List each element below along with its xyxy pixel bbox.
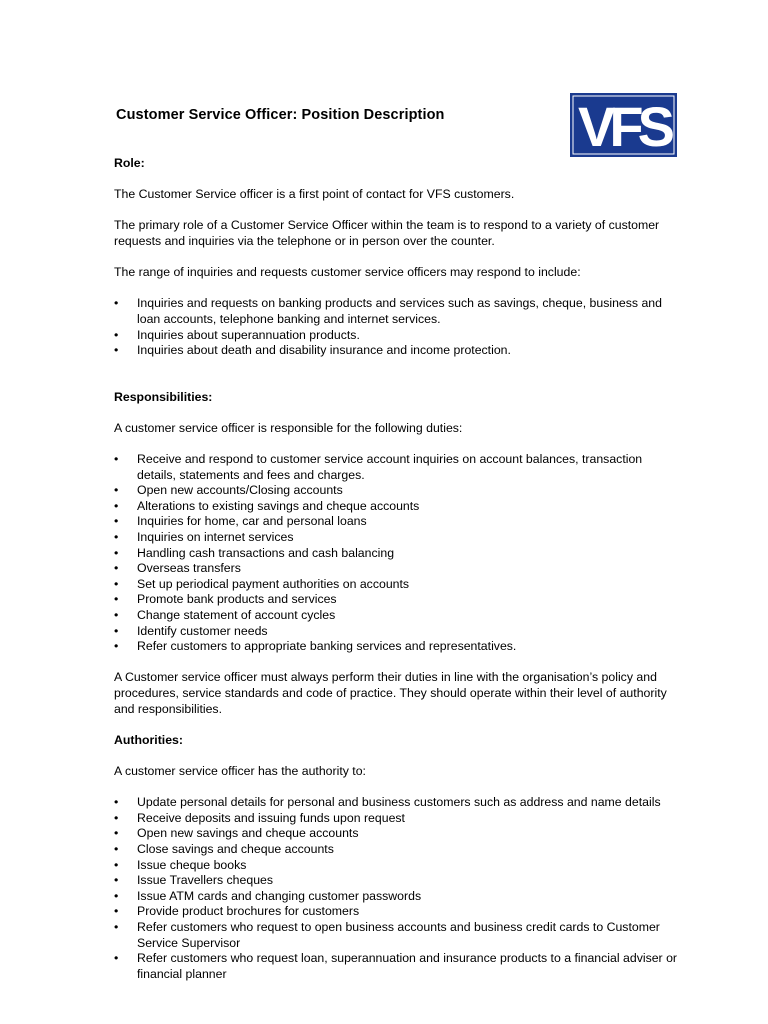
- list-item-text: Receive and respond to customer service account inquiries on account balances, transaction details, statements and fees and charges.: [137, 452, 643, 482]
- bullet-icon: •: [114, 888, 119, 903]
- list-item: [114, 639, 684, 655]
- list-item: [114, 608, 684, 624]
- list-item: [114, 483, 684, 499]
- list-item-text: Identify customer needs: [137, 623, 268, 638]
- bullet-icon: •: [114, 639, 119, 654]
- list-item: [114, 577, 684, 593]
- bullet-icon: •: [114, 951, 119, 966]
- list-item: [114, 904, 684, 920]
- list-item-text: Inquiries and requests on banking products and services such as savings, cheque, business and loan accounts, telephone banking and internet services.: [137, 296, 662, 326]
- list-item-text: Receive deposits and issuing funds upon request: [137, 810, 405, 825]
- list-item: [114, 343, 684, 359]
- list-item: [114, 873, 684, 889]
- bullet-icon: •: [114, 592, 119, 607]
- list-item: [114, 499, 684, 515]
- list-item: [114, 811, 684, 827]
- list-item-text: Overseas transfers: [137, 561, 241, 576]
- list-item-text: Open new savings and cheque accounts: [137, 826, 359, 841]
- list-item-text: Inquiries about death and disability insurance and income protection.: [137, 343, 511, 358]
- responsibilities-list: [114, 452, 684, 655]
- vfs-logo-text: VFS: [578, 95, 669, 157]
- list-item-text: Handling cash transactions and cash balancing: [137, 545, 395, 560]
- bullet-icon: •: [114, 795, 119, 810]
- list-item: [114, 842, 684, 858]
- role-paragraph-3: The range of inquiries and requests customer service officers may respond to include:: [114, 265, 581, 280]
- list-item-text: Alterations to existing savings and cheque accounts: [137, 498, 420, 513]
- document-body: [114, 156, 684, 982]
- list-item-text: Issue Travellers cheques: [137, 873, 274, 888]
- list-item-text: Refer customers to appropriate banking services and representatives.: [137, 639, 517, 654]
- page-title: Customer Service Officer: Position Description: [116, 107, 445, 123]
- role-list: [114, 296, 684, 358]
- list-item-text: Open new accounts/Closing accounts: [137, 483, 343, 498]
- list-item: [114, 592, 684, 608]
- bullet-icon: •: [114, 296, 119, 311]
- list-item-text: Provide product brochures for customers: [137, 904, 360, 919]
- list-item-text: Change statement of account cycles: [137, 608, 336, 623]
- list-item-text: Inquiries about superannuation products.: [137, 327, 360, 342]
- bullet-icon: •: [114, 576, 119, 591]
- list-item: [114, 546, 684, 562]
- bullet-icon: •: [114, 919, 119, 934]
- bullet-icon: •: [114, 841, 119, 856]
- list-item-text: Inquiries on internet services: [137, 530, 294, 545]
- list-item-text: Issue ATM cards and changing customer passwords: [137, 888, 422, 903]
- vfs-logo-graphic: [570, 93, 677, 157]
- list-item-text: Close savings and cheque accounts: [137, 841, 334, 856]
- bullet-icon: •: [114, 561, 119, 576]
- list-item: [114, 296, 684, 327]
- bullet-icon: •: [114, 904, 119, 919]
- list-item: [114, 858, 684, 874]
- list-item: [114, 530, 684, 546]
- bullet-icon: •: [114, 873, 119, 888]
- role-heading: Role:: [114, 156, 145, 170]
- bullet-icon: •: [114, 530, 119, 545]
- authorities-intro: A customer service officer has the authority to:: [114, 763, 366, 778]
- list-item: [114, 452, 684, 483]
- list-item: [114, 514, 684, 530]
- list-item: [114, 624, 684, 640]
- list-item-text: Set up periodical payment authorities on accounts: [137, 576, 410, 591]
- authorities-list: [114, 795, 684, 982]
- list-item-text: Inquiries for home, car and personal loans: [137, 514, 367, 529]
- list-item-text: Refer customers who request loan, superannuation and insurance products to a financial adviser or financial planner: [137, 951, 678, 981]
- bullet-icon: •: [114, 623, 119, 638]
- bullet-icon: •: [114, 608, 119, 623]
- list-item-text: Issue cheque books: [137, 857, 247, 872]
- list-item: [114, 920, 684, 951]
- authorities-heading: Authorities:: [114, 732, 183, 747]
- bullet-icon: •: [114, 452, 119, 467]
- list-item: [114, 795, 684, 811]
- role-paragraph-1: The Customer Service officer is a first point of contact for VFS customers.: [114, 187, 515, 202]
- list-item-text: Promote bank products and services: [137, 592, 337, 607]
- vfs-logo: [570, 93, 677, 157]
- bullet-icon: •: [114, 810, 119, 825]
- bullet-icon: •: [114, 514, 119, 529]
- list-item: [114, 328, 684, 344]
- list-item-text: Refer customers who request to open business accounts and business credit cards to Customer Service Supervisor: [137, 919, 660, 950]
- list-item-text: Update personal details for personal and business customers such as address and name details: [137, 795, 661, 810]
- bullet-icon: •: [114, 343, 119, 358]
- list-item: [114, 889, 684, 905]
- responsibilities-heading: Responsibilities:: [114, 389, 213, 404]
- list-item: [114, 826, 684, 842]
- responsibilities-closing: A Customer service officer must always perform their duties in line with the organisation’s policy and procedures, service standards and code of practice. They should operate within their level of authority and responsibilities.: [114, 670, 667, 716]
- bullet-icon: •: [114, 545, 119, 560]
- bullet-icon: •: [114, 483, 119, 498]
- bullet-icon: •: [114, 826, 119, 841]
- role-paragraph-2: The primary role of a Customer Service Officer within the team is to respond to a variety of customer requests and inquiries via the telephone or in person over the counter.: [114, 218, 660, 248]
- bullet-icon: •: [114, 857, 119, 872]
- responsibilities-intro: A customer service officer is responsible for the following duties:: [114, 420, 463, 435]
- list-item: [114, 951, 684, 982]
- bullet-icon: •: [114, 327, 119, 342]
- bullet-icon: •: [114, 498, 119, 513]
- list-item: [114, 561, 684, 577]
